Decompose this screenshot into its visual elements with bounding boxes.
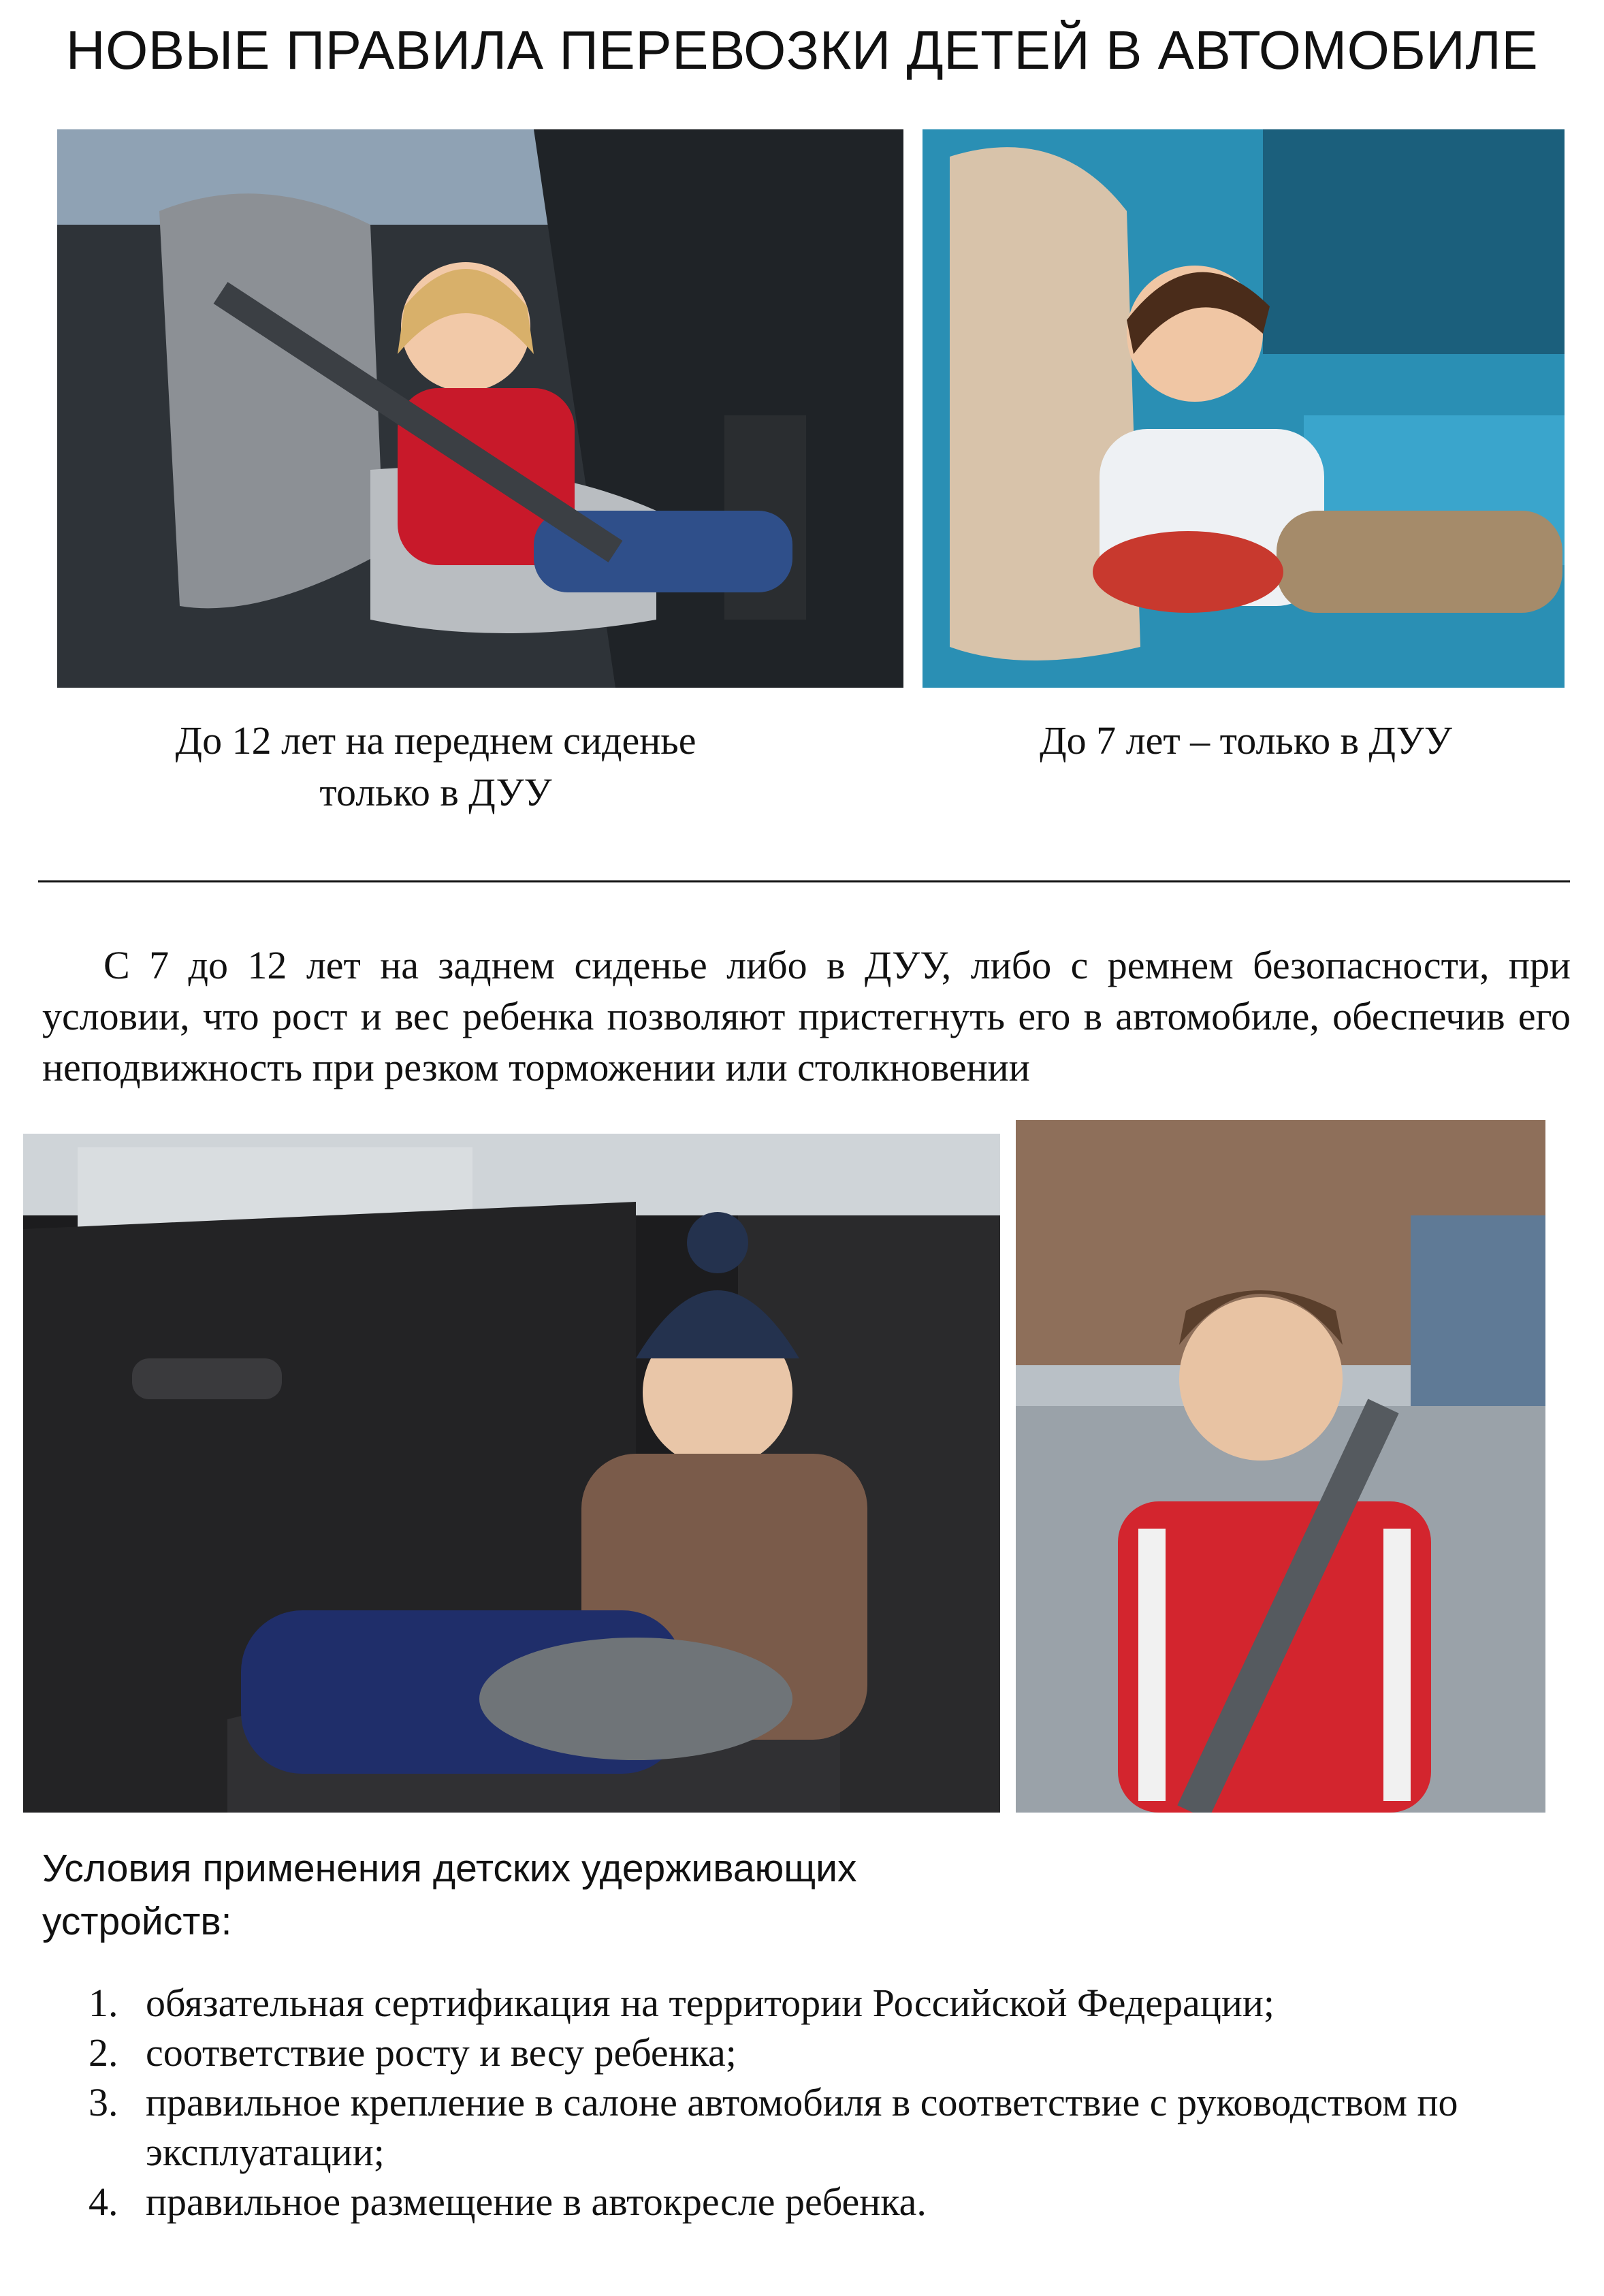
list-item-text: правильное размещение в автокресле ребенка. bbox=[146, 2180, 927, 2224]
conditions-list bbox=[89, 1978, 1552, 2227]
caption-under-7: До 7 лет – только в ДУУ bbox=[1040, 718, 1452, 763]
caption-front-seat-line1: До 12 лет на переднем сиденье bbox=[175, 718, 696, 763]
conditions-title: Условия применения детских удерживающих устройств: bbox=[42, 1847, 857, 1943]
list-item bbox=[89, 2077, 1552, 2177]
photo-teen-seat-belt bbox=[1016, 1120, 1545, 1813]
list-item bbox=[89, 1978, 1552, 2028]
caption-front-seat-line2: только в ДУУ bbox=[319, 770, 552, 814]
page-title: НОВЫЕ ПРАВИЛА ПЕРЕВОЗКИ ДЕТЕЙ В АВТОМОБИЛЕ bbox=[65, 20, 1539, 80]
list-item-number: 4. bbox=[89, 2180, 118, 2224]
photo-girl-front-seat bbox=[57, 129, 903, 688]
list-item-number: 1. bbox=[89, 1981, 118, 2025]
divider-rule bbox=[38, 880, 1570, 882]
list-item-text: обязательная сертификация на территории Российской Федерации; bbox=[146, 1981, 1275, 2025]
list-item-number: 3. bbox=[89, 2080, 118, 2124]
list-item bbox=[89, 2028, 1552, 2077]
list-item-text: правильное крепление в салоне автомобиля в соответствие с руководством по эксплуатации; bbox=[146, 2080, 1458, 2174]
rear-seat-paragraph: С 7 до 12 лет на заднем сиденье либо в ДУУ, либо с ремнем безопасности, при условии, что рост и вес ребенка позволяют пристегнуть его в автомобиле, обеспечив его неподвижность при резком торможении или столкновении bbox=[42, 943, 1571, 1089]
caption-front-seat bbox=[95, 715, 776, 818]
list-item bbox=[89, 2177, 1552, 2227]
photo-boy-booster-cushion bbox=[23, 1134, 1000, 1813]
photo-boy-child-seat bbox=[923, 129, 1565, 688]
list-item-number: 2. bbox=[89, 2030, 118, 2075]
list-item-text: соответствие росту и весу ребенка; bbox=[146, 2030, 737, 2075]
